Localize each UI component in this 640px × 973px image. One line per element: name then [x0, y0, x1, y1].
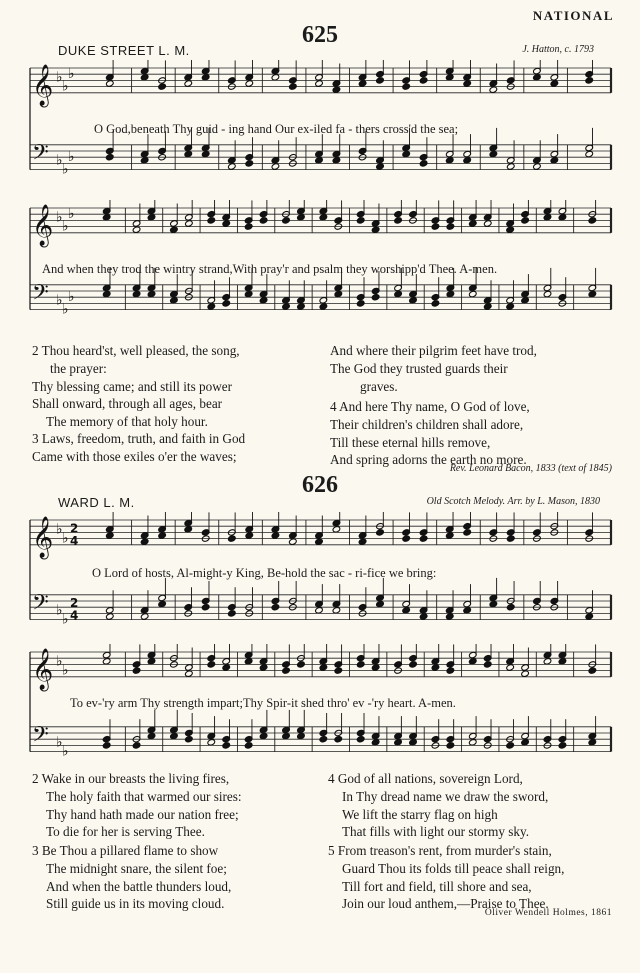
notehead — [332, 157, 341, 164]
notehead — [463, 80, 472, 87]
notehead — [521, 297, 530, 304]
notehead — [402, 607, 411, 614]
notehead — [356, 661, 365, 668]
notehead — [315, 80, 324, 87]
notehead — [533, 163, 542, 170]
notehead — [543, 658, 552, 665]
notehead — [585, 613, 594, 620]
verse-line: To die for her is serving Thee. — [46, 824, 205, 840]
notehead — [506, 535, 515, 542]
notehead — [446, 223, 455, 230]
notehead — [147, 290, 156, 297]
flat-sign-icon: ♭ — [56, 152, 63, 169]
notehead — [297, 732, 306, 739]
treble-clef-icon: 𝄞 — [32, 648, 54, 690]
notehead — [297, 303, 306, 310]
verse-626-2 — [32, 770, 242, 841]
notehead — [332, 526, 341, 533]
notehead — [489, 150, 498, 157]
verse-line: 4 And here Thy name, O God of love, — [330, 399, 530, 414]
notehead — [446, 742, 455, 749]
notehead — [289, 538, 298, 545]
notehead — [394, 217, 403, 224]
time-signature-bottom: 4 — [70, 533, 79, 548]
notehead — [184, 80, 193, 87]
notehead — [271, 604, 280, 611]
verse-line: The midnight snare, the silent foe; — [46, 860, 227, 876]
verse-line: And when the battle thunders loud, — [46, 878, 232, 894]
verse-line: The memory of that holy hour. — [46, 414, 208, 430]
notehead — [185, 220, 194, 227]
treble-clef-icon: 𝄞 — [32, 204, 54, 246]
verse-line: 2 Wake in our breasts the living fires, — [32, 771, 230, 786]
notehead — [106, 613, 115, 620]
notehead — [244, 223, 253, 230]
notehead — [222, 664, 231, 671]
notehead — [550, 80, 559, 87]
notehead — [463, 607, 472, 614]
notehead — [319, 214, 328, 221]
composer-626: Old Scotch Melody. Arr. by L. Mason, 1830 — [426, 496, 600, 507]
notehead — [445, 74, 454, 81]
notehead — [356, 217, 365, 224]
notehead — [334, 290, 343, 297]
notehead — [506, 664, 515, 671]
notehead — [585, 77, 594, 84]
verse-line: Guard Thou its folds till peace shall reign, — [342, 860, 565, 876]
notehead — [201, 150, 210, 157]
verse-625-3-cont — [330, 342, 537, 395]
notehead — [431, 300, 440, 307]
notehead — [483, 661, 492, 668]
notehead — [521, 217, 530, 224]
notehead — [550, 157, 559, 164]
verse-625-3 — [32, 430, 245, 466]
notehead — [445, 532, 454, 539]
notehead — [140, 613, 149, 620]
verse-625-2 — [32, 342, 240, 431]
flat-sign-icon: ♭ — [56, 209, 63, 226]
notehead — [315, 538, 324, 545]
notehead — [140, 74, 149, 81]
notehead — [506, 163, 515, 170]
verse-line: the prayer: — [50, 360, 107, 376]
verse-line: Their children's children shall adore, — [330, 416, 524, 432]
notehead — [140, 538, 149, 545]
notehead — [259, 664, 268, 671]
notehead — [376, 529, 385, 536]
notehead — [402, 150, 411, 157]
notehead — [543, 214, 552, 221]
verse-line: Till these eternal hills remove, — [330, 434, 491, 450]
notehead — [158, 83, 167, 90]
notehead — [588, 217, 597, 224]
notehead — [315, 157, 324, 164]
treble-clef-icon: 𝄞 — [32, 64, 54, 106]
notehead — [483, 220, 492, 227]
flat-sign-icon: ♭ — [62, 301, 69, 318]
notehead — [332, 607, 341, 614]
verse-626-4 — [328, 770, 548, 841]
treble-clef-icon: 𝄞 — [32, 516, 54, 558]
verse-line: The God they trusted guards their — [330, 360, 508, 376]
bass-clef-icon: 𝄢 — [32, 722, 49, 753]
notehead — [282, 303, 291, 310]
flat-sign-icon: ♭ — [56, 69, 63, 86]
notehead — [446, 667, 455, 674]
notehead — [402, 83, 411, 90]
notehead — [371, 226, 380, 233]
notehead — [282, 217, 291, 224]
notehead — [334, 736, 343, 743]
verse-line: The holy faith that warmed our sires: — [46, 788, 242, 804]
notehead — [419, 77, 428, 84]
notehead — [419, 535, 428, 542]
notehead — [469, 290, 478, 297]
notehead — [282, 667, 291, 674]
flat-sign-icon: ♭ — [68, 149, 75, 166]
flat-sign-icon: ♭ — [68, 206, 75, 223]
verse-line: And where their pilgrim feet have trod, — [330, 343, 537, 358]
notehead — [376, 600, 385, 607]
verse-line: Still guide us in its moving cloud. — [46, 896, 225, 912]
verse-625-4 — [330, 398, 530, 469]
flat-sign-icon: ♭ — [68, 289, 75, 306]
notehead — [356, 300, 365, 307]
notehead — [469, 739, 478, 746]
notehead — [185, 736, 194, 743]
notehead — [228, 535, 237, 542]
notehead — [228, 610, 237, 617]
notehead — [222, 300, 231, 307]
notehead — [332, 86, 341, 93]
notehead — [271, 74, 280, 81]
flat-sign-icon: ♭ — [68, 66, 75, 83]
flat-sign-icon: ♭ — [62, 78, 69, 95]
time-signature-top: 2 — [70, 521, 79, 536]
verse-line: Came with those exiles o'er the waves; — [32, 448, 237, 464]
notehead — [106, 532, 115, 539]
notehead — [259, 732, 268, 739]
notehead — [483, 303, 492, 310]
flat-sign-icon: ♭ — [62, 161, 69, 178]
flat-sign-icon: ♭ — [56, 734, 63, 751]
notehead — [147, 732, 156, 739]
verse-line: That fills with light our stormy sky. — [342, 824, 530, 840]
flat-sign-icon: ♭ — [56, 653, 63, 670]
notehead — [371, 739, 380, 746]
section-label: NATIONAL — [532, 8, 614, 23]
lyric-626-line1: O Lord of hosts, Al-might-y King, Be-hold the sac - ri-fice we bring: — [92, 566, 437, 580]
notehead — [319, 303, 328, 310]
notehead — [409, 739, 418, 746]
notehead — [402, 535, 411, 542]
notehead — [588, 739, 597, 746]
verse-line: Till fort and field, till shore and sea, — [342, 878, 532, 894]
author-626: Oliver Wendell Holmes, 1861 — [484, 908, 612, 918]
notehead — [259, 297, 268, 304]
notehead — [102, 742, 111, 749]
verse-line: 5 From treason's rent, from murder's stain, — [328, 843, 552, 858]
tune-name-626: WARD L. M. — [58, 495, 135, 510]
notehead — [419, 613, 428, 620]
notehead — [506, 226, 515, 233]
lyric-625-line2: And when they trod the wintry strand,With pray'r and psalm they worshipp'd Thee. A-men. — [42, 262, 498, 276]
notehead — [228, 163, 237, 170]
notehead — [319, 736, 328, 743]
bass-clef-icon: 𝄢 — [32, 590, 49, 621]
flat-sign-icon: ♭ — [62, 611, 69, 628]
notehead — [102, 658, 111, 665]
notehead — [184, 526, 193, 533]
notehead — [132, 667, 141, 674]
time-signature-bottom: 4 — [70, 608, 79, 623]
notehead — [463, 157, 472, 164]
notehead — [358, 538, 367, 545]
notehead — [376, 163, 385, 170]
notehead — [431, 664, 440, 671]
hymn-number-626: 626 — [302, 472, 338, 498]
verse-line: 2 Thou heard'st, well pleased, the song, — [32, 343, 240, 358]
notehead — [245, 160, 254, 167]
notehead — [222, 742, 231, 749]
notehead — [201, 604, 210, 611]
verse-line: graves. — [360, 378, 398, 394]
notehead — [207, 739, 216, 746]
flat-sign-icon: ♭ — [62, 662, 69, 679]
notehead — [102, 214, 111, 221]
notehead — [431, 223, 440, 230]
time-signature-top: 2 — [70, 596, 79, 611]
notehead — [521, 739, 530, 746]
notehead — [521, 670, 530, 677]
verse-line: 3 Laws, freedom, truth, and faith in God — [32, 431, 246, 446]
bass-clef-icon: 𝄢 — [32, 280, 49, 311]
notehead — [201, 74, 210, 81]
notehead — [170, 226, 179, 233]
notehead — [446, 290, 455, 297]
notehead — [469, 220, 478, 227]
notehead — [506, 303, 515, 310]
notehead — [558, 742, 567, 749]
notehead — [409, 297, 418, 304]
notehead — [185, 670, 194, 677]
notehead — [245, 80, 254, 87]
notehead — [132, 226, 141, 233]
notehead — [469, 658, 478, 665]
notehead — [147, 658, 156, 665]
notehead — [394, 739, 403, 746]
verse-line: 3 Be Thou a pillared flame to show — [32, 843, 219, 858]
tune-name-625: DUKE STREET L. M. — [58, 43, 190, 58]
notehead — [334, 667, 343, 674]
notehead — [207, 661, 216, 668]
notehead — [132, 742, 141, 749]
notehead — [282, 732, 291, 739]
notehead — [533, 74, 542, 81]
bass-clef-icon: 𝄢 — [32, 140, 49, 171]
verse-626-3 — [32, 842, 231, 913]
notehead — [358, 80, 367, 87]
notehead — [585, 150, 594, 157]
notehead — [419, 160, 428, 167]
verse-line: We lift the starry flag on high — [342, 806, 498, 822]
notehead — [222, 220, 231, 227]
notehead — [319, 664, 328, 671]
notehead — [315, 607, 324, 614]
notehead — [463, 529, 472, 536]
notehead — [371, 294, 380, 301]
author-625: Rev. Leonard Bacon, 1833 (text of 1845) — [449, 463, 612, 474]
flat-sign-icon: ♭ — [62, 218, 69, 235]
notehead — [297, 214, 306, 221]
notehead — [244, 290, 253, 297]
notehead — [207, 303, 216, 310]
verse-626-5 — [328, 842, 564, 913]
hymn-number-625: 625 — [302, 22, 338, 48]
notehead — [184, 150, 193, 157]
composer-625: J. Hatton, c. 1793 — [522, 44, 594, 55]
notehead — [244, 742, 253, 749]
notehead — [106, 80, 115, 87]
notehead — [170, 297, 179, 304]
notehead — [170, 732, 179, 739]
notehead — [102, 290, 111, 297]
flat-sign-icon: ♭ — [56, 602, 63, 619]
verse-line: Shall onward, through all ages, bear — [32, 396, 223, 412]
notehead — [506, 604, 515, 611]
lyric-625-line1: O God,beneath Thy guid - ing hand Our ex-iled fa - thers cross'd the sea; — [94, 122, 459, 136]
notehead — [558, 658, 567, 665]
flat-sign-icon: ♭ — [56, 521, 63, 538]
verse-line: Thy blessing came; and still its power — [32, 378, 232, 394]
notehead — [207, 217, 216, 224]
flat-sign-icon: ♭ — [56, 292, 63, 309]
notehead — [376, 77, 385, 84]
notehead — [244, 658, 253, 665]
notehead — [132, 290, 141, 297]
notehead — [506, 742, 515, 749]
notehead — [588, 667, 597, 674]
notehead — [271, 163, 280, 170]
verse-line: Thy hand hath made our nation free; — [46, 806, 239, 822]
notehead — [409, 661, 418, 668]
notehead — [489, 600, 498, 607]
notehead — [289, 83, 298, 90]
notehead — [271, 532, 280, 539]
notehead — [147, 214, 156, 221]
notehead — [245, 532, 254, 539]
notehead — [158, 600, 167, 607]
notehead — [158, 532, 167, 539]
lyric-626-line2: To ev-'ry arm Thy strength impart;Thy Spir-it shed thro' ev -'ry heart. A-men. — [70, 696, 456, 710]
notehead — [394, 290, 403, 297]
notehead — [588, 290, 597, 297]
notehead — [445, 157, 454, 164]
notehead — [489, 86, 498, 93]
notehead — [106, 154, 115, 161]
notehead — [543, 290, 552, 297]
notehead — [356, 736, 365, 743]
notehead — [297, 661, 306, 668]
notehead — [371, 664, 380, 671]
flat-sign-icon: ♭ — [62, 743, 69, 760]
flat-sign-icon: ♭ — [62, 530, 69, 547]
notehead — [259, 217, 268, 224]
verse-line: 4 God of all nations, sovereign Lord, — [328, 771, 523, 786]
notehead — [140, 157, 149, 164]
verse-line: And spring adorns the earth no more. — [330, 452, 527, 468]
verse-line: Join our loud anthem,—Praise to Thee. — [342, 896, 549, 912]
verse-line: In Thy dread name we draw the sword, — [342, 788, 549, 804]
notehead — [558, 214, 567, 221]
notehead — [445, 613, 454, 620]
